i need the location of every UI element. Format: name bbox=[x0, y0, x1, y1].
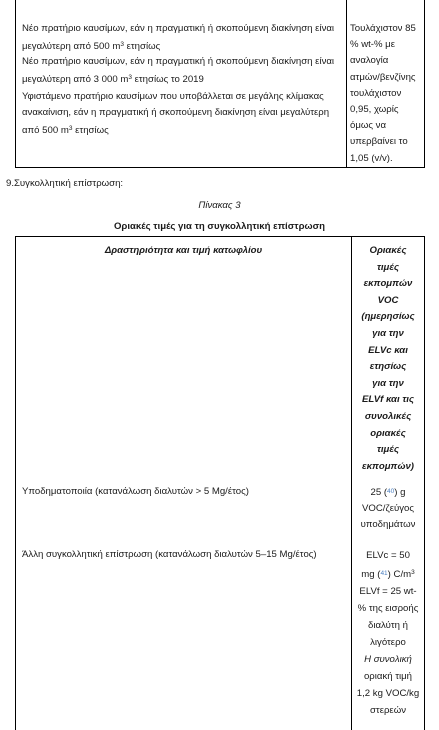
row-limit: ELVc = 50 mg ($^{41}$) $C/m^3$ ELVf = 25 wt- % της εισροής διαλύτη ή λιγότερο Η συνολική οριακή τιμή 1,2 kg VOC/kg στερεών bbox=[356, 550, 420, 716]
top-limit-line: αναλογία bbox=[350, 55, 389, 67]
table-title: Οριακές τιμές για τη συγκολλητική επίστρωση bbox=[113, 221, 326, 232]
top-limit-line: % wt-% με bbox=[350, 39, 395, 51]
top-limit-line: υπερβαίνει το bbox=[350, 136, 408, 148]
header-limits: Οριακές τιμές εκπομπών VOC (ημερησίως για την ELVc και ετησίως για την ELVf και τις συνολικές οριακές τιμές εκπομπών) bbox=[361, 245, 415, 472]
row-limit: 25 ($^{40}$) g VOC/ζεύγος υποδημάτων bbox=[360, 487, 416, 530]
header-activity: Δραστηριότητα και τιμή κατωφλίου bbox=[104, 245, 263, 256]
row-activity: Άλλη συγκολλητική επίστρωση (κατανάλωση διαλυτών 5–15 Mg/έτος) bbox=[22, 549, 317, 560]
table-caption: Πίνακας 3 bbox=[198, 200, 241, 211]
top-limit-line: 0,95, χωρίς bbox=[350, 104, 399, 116]
top-table-divider bbox=[346, 0, 347, 168]
top-limit-cell bbox=[350, 21, 425, 167]
top-limit-line: Τουλάχιστον 85 bbox=[350, 23, 416, 34]
top-activity-2: Νέο πρατήριο καυσίμων, εάν η πραγματική ή σκοπούμενη διακίνηση είναι μεγαλύτερη από 3 000 $m^3$ ετησίως το 2019 bbox=[22, 56, 335, 85]
top-limit-line: ατμών/βενζίνης bbox=[350, 71, 416, 83]
top-limit-line: τουλάχιστον bbox=[350, 87, 402, 99]
top-limit-line: όμως να bbox=[350, 120, 386, 132]
section-heading: 9.Συγκολλητική επίστρωση: bbox=[6, 178, 124, 189]
top-limit-line: 1,05 (v/v). bbox=[350, 152, 393, 164]
top-activity-1: Νέο πρατήριο καυσίμων, εάν η πραγματική ή σκοπούμενη διακίνηση είναι μεγαλύτερη από 500 $m^3$ ετησίως bbox=[22, 23, 335, 52]
row-activity: Υποδηματοποιία (κατανάλωση διαλυτών > 5 Mg/έτος) bbox=[22, 486, 249, 497]
top-activity-3: Υφιστάμενο πρατήριο καυσίμων που υποβάλλεται σε μεγάλης κλίμακας ανακαίνιση, εάν η πραγματική ή σκοπούμενη διακίνηση είναι μεγαλύτερη από 500 $m^3$ ετησίως bbox=[22, 91, 330, 136]
